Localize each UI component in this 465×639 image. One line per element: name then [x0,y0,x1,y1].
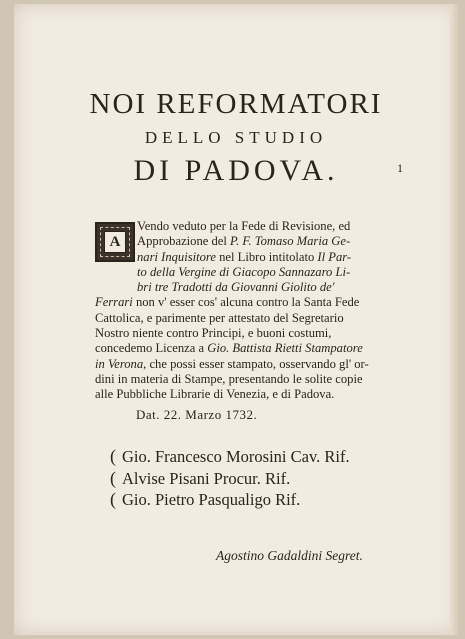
body-line: in Verona, che possi esser stampato, osservando gl' or- [95,356,369,371]
header-title-line-1: NOI REFORMATORI [89,88,383,120]
signatories [110,446,350,511]
document-page [14,4,458,635]
body-line: Ferrari non v' esser cos' alcuna contro la Santa Fede [95,295,360,310]
body-line: alle Pubbliche Librarie di Venezia, e di Padova. [95,387,335,402]
body-line: bri tre Tradotti da Giovanni Giolito de' [137,280,335,295]
body-line: Approbazione del P. F. Tomaso Maria Ge- [137,234,351,249]
body-line: to della Vergine di Giacopo Sannazaro Li- [137,264,351,279]
secretary-signature: Agostino Gadaldini Segret. [216,548,363,563]
initial-letter: A [104,231,126,253]
header-title-line-2: DELLO STUDIO [144,128,328,147]
body-line: Cattolica, e parimente per attestato del Segretario [95,310,344,325]
signatory-3: ( Gio. Pietro Pasqualigo Rif. [110,489,301,509]
body-line: Vendo veduto per la Fede di Revisione, ed [137,219,351,233]
body-line: dini in materia di Stampe, presentando le solite copie [95,371,363,386]
body-line: nari Inquisitore nel Libro intitolato Il Par- [137,249,352,264]
body-line: Nostro niente contro Principi, e buoni costumi, [95,326,332,341]
signatory-2: ( Alvise Pisani Procur. Rif. [110,467,291,488]
page-mark: 1 [397,161,403,175]
body-line: concedemo Licenza a Gio. Battista Rietti Stampatore [95,341,363,356]
license-text [95,219,411,403]
signatory-1: ( Gio. Francesco Morosini Cav. Rif. [110,446,350,466]
header-title-line-3: DI PADOVA. [133,154,339,187]
date-line: Dat. 22. Marzo 1732. [136,407,258,422]
